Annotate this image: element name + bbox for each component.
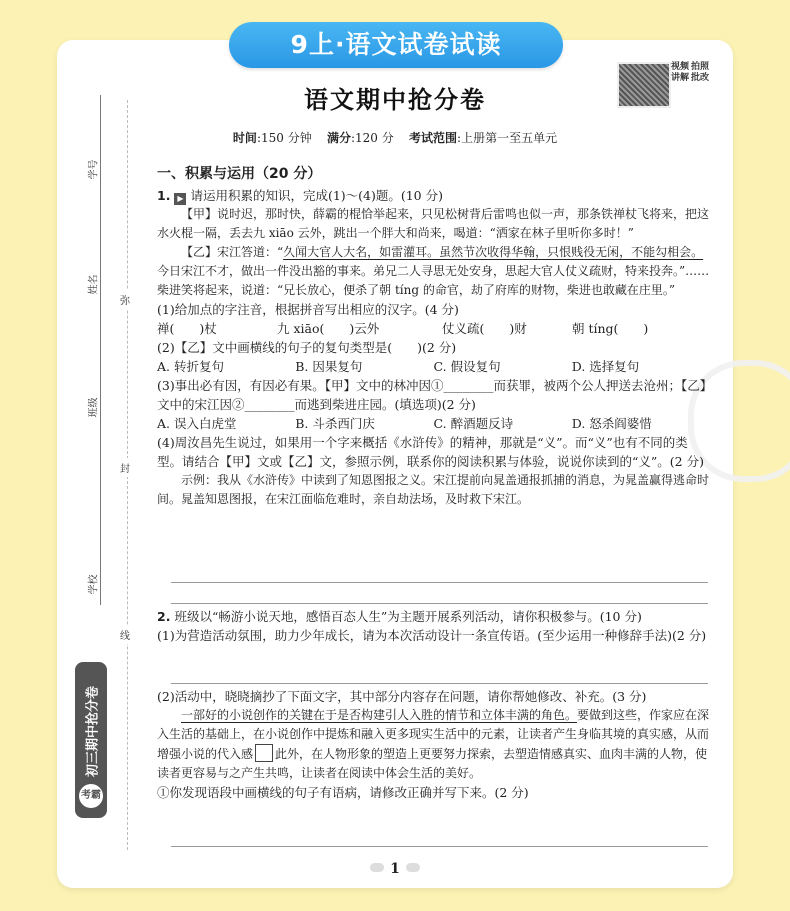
student-id-line[interactable] xyxy=(100,95,101,190)
page-footer xyxy=(0,861,790,877)
page-number: 1 xyxy=(390,861,400,877)
name-line[interactable] xyxy=(100,190,101,305)
score-label: 满分 xyxy=(326,131,351,145)
score-value: :120 分 xyxy=(350,131,394,145)
seal-mi: 弥 xyxy=(120,290,130,309)
q1-sub4: (4)周汝昌先生说过，如果用一个字来概括《水浒传》的精神，那就是“义”。而“义”也有不同的类型。请结合【甲】文或【乙】文，参照示例，联系你的阅读积累与体验，说说你读到的“义”。(2 分) xyxy=(157,435,704,469)
banner-title: 9上·语文试卷试读 xyxy=(229,22,563,68)
brand-logo: 考霸 xyxy=(79,784,103,808)
q2-answer-line-1[interactable] xyxy=(171,683,708,684)
footer-dot-right xyxy=(406,863,420,872)
question-1 xyxy=(157,186,710,509)
q2-sub1: (1)为营造活动氛围，助力少年成长，请为本次活动设计一条宣传语。(至少运用一种修辞手法)(2 分) xyxy=(157,628,707,643)
time-label: 时间 xyxy=(232,131,257,145)
school-label: 学校 xyxy=(88,574,100,595)
q1-sub2-options xyxy=(157,357,710,376)
q1-yi-a: 【乙】宋江答道：“ xyxy=(181,245,284,259)
q1-sub3-opt-a[interactable]: A. 误入白虎堂 xyxy=(157,416,237,431)
q2-number: 2. xyxy=(157,609,171,624)
q1-sub3-options xyxy=(157,414,710,433)
seal-feng: 封 xyxy=(120,458,130,477)
series-tab-label: 初三期中抢分卷 xyxy=(85,686,101,778)
class-line[interactable] xyxy=(100,305,101,425)
class-label: 班级 xyxy=(88,397,100,418)
series-tab xyxy=(75,662,107,818)
q2-passage-c: 此外，在人物形象的塑造上更要努力探索，去塑造情感真实、血肉丰满的人物，使读者更容易与之产生共鸣，让读者在阅读中体会生活的美好。 xyxy=(157,747,708,780)
scope-label: 考试范围 xyxy=(409,131,458,145)
q1-sub3-opt-b[interactable]: B. 斗杀西门庆 xyxy=(295,416,375,431)
footer-dot-left xyxy=(370,863,384,872)
q1-answer-line-1[interactable] xyxy=(171,582,708,583)
name-label: 姓名 xyxy=(88,274,100,295)
q2-passage-underlined: 一部好的小说创作的关键在于是否构建引人入胜的情节和立体丰满的角色。 xyxy=(181,708,578,722)
q1-yi-b: 今日宋江不才，做出一件没出豁的事来。弟兄二人寻思无处安身，思起大官人仗义疏财，特来投奔。”……柴进笑将起来，说道：“兄长放心，便杀了朝 tíng 的命官，劫了府库的财物，柴进也敢藏在庄里。” xyxy=(157,264,710,297)
q1-item-4[interactable]: 朝 tíng( ) xyxy=(572,321,649,336)
q2-sub2-1: ①你发现语段中画横线的句子有语病，请修改正确并写下来。(2 分) xyxy=(157,785,529,800)
q1-sub2-opt-b[interactable]: B. 因果复句 xyxy=(295,359,363,374)
q1-number: 1. xyxy=(157,188,171,203)
scope-value: :上册第一至五单元 xyxy=(457,131,558,145)
q2-passage xyxy=(157,706,710,783)
q2-sub2: (2)活动中，晓晓摘抄了下面文字，其中部分内容存在问题，请你帮她修改、补充。(3 分) xyxy=(157,689,647,704)
q1-sub3-opt-c[interactable]: C. 醉酒题反诗 xyxy=(433,416,514,431)
exam-info xyxy=(0,129,790,146)
punctuation-box[interactable] xyxy=(255,744,273,762)
q1-sub1-items xyxy=(157,319,710,338)
question-2 xyxy=(157,607,710,645)
q1-item-2[interactable]: 九 xiāo( )云外 xyxy=(277,321,380,336)
qr-label-video: 视频讲解 xyxy=(671,62,690,83)
qr-code-icon[interactable] xyxy=(617,62,671,108)
school-line[interactable] xyxy=(100,425,101,605)
q1-sub2-opt-c[interactable]: C. 假设复句 xyxy=(433,359,501,374)
time-value: :150 分钟 xyxy=(256,131,312,145)
q1-sub3-opt-d[interactable]: D. 怒杀阎婆惜 xyxy=(571,416,652,431)
seal-xian: 线 xyxy=(120,625,130,644)
section-heading: 一、积累与运用（20 分） xyxy=(157,166,322,182)
q1-sub3: (3)事出必有因，有因必有果。【甲】文中的林冲因①________而获罪，被两个公人押送去沧州；【乙】文中的宋江因②________而逃到柴进庄园。(填选项)(2 分) xyxy=(157,378,706,412)
q2-passage-b: 要做到这些，作家应在深入生活的基础上，在小说创作中提炼和融入更多现实生活中的元素，让读者产生身临其境的真实感，从而增强小说的代入感 xyxy=(157,708,710,761)
q1-answer-line-2[interactable] xyxy=(171,603,708,604)
q1-example: 示例：我从《水浒传》中读到了知恩图报之义。宋江提前向晁盖通报抓捕的消息，为晁盖赢得逃命时间。晁盖知恩图报，在宋江面临危难时，亲自劫法场，及时救下宋江。 xyxy=(157,473,710,506)
q1-passage-jia: 【甲】说时迟，那时快，薛霸的棍恰举起来，只见松树背后雷鸣也似一声，那条铁禅杖飞将来，把这水火棍一隔，丢去九 xiāo 云外，跳出一个胖大和尚来，喝道：“洒家在林子里听你多时！” xyxy=(157,207,710,240)
q1-sub2-opt-d[interactable]: D. 选择复句 xyxy=(571,359,640,374)
q1-item-3[interactable]: 仗义疏( )财 xyxy=(442,321,527,336)
student-id-label: 学号 xyxy=(88,159,100,180)
q1-item-1[interactable]: 禅( )杖 xyxy=(157,321,217,336)
q1-sub2: (2)【乙】文中画横线的句子的复句类型是( )(2 分) xyxy=(157,340,457,355)
q1-intro: 请运用积累的知识，完成(1)～(4)题。(10 分) xyxy=(190,188,443,203)
question-2-part-2 xyxy=(157,687,710,802)
qr-label-photo: 拍照批改 xyxy=(691,62,710,83)
q1-sub1: (1)给加点的字注音，根据拼音写出相应的汉字。(4 分) xyxy=(157,302,459,317)
qr-labels xyxy=(671,62,711,106)
page-title: 语文期中抢分卷 xyxy=(304,85,486,114)
q1-sub2-opt-a[interactable]: A. 转折复句 xyxy=(157,359,224,374)
play-icon[interactable]: ▶ xyxy=(174,193,186,205)
q1-passage-yi xyxy=(157,243,710,300)
q2-answer-line-2[interactable] xyxy=(171,846,708,847)
q1-yi-underlined: 久闻大官人大名，如雷灌耳。虽然节次收得华翰，只恨贱役无闲，不能勾相会。 xyxy=(283,245,704,259)
q2-intro: 班级以“畅游小说天地，感悟百态人生”为主题开展系列活动，请你积极参与。(10 分) xyxy=(174,609,642,624)
